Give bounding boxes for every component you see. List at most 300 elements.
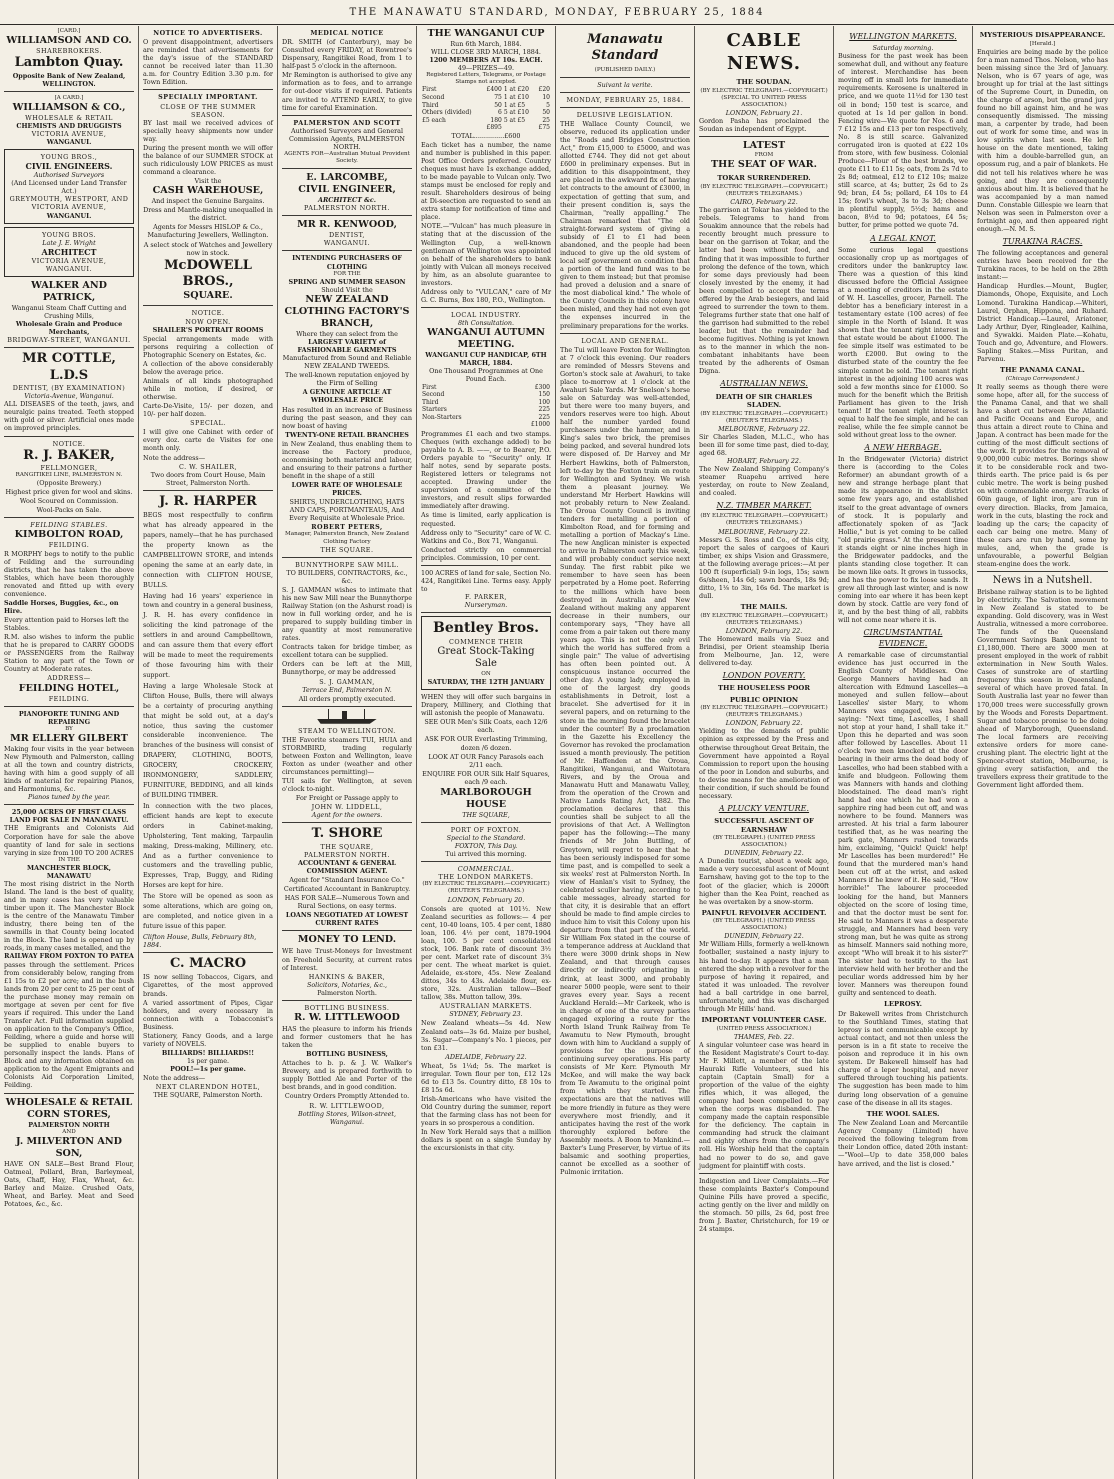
ad-baker-line2: Wool Scoured on Commission.: [19, 497, 119, 506]
notice-heading: NOTICE.: [52, 439, 86, 448]
steamship-funnel: [342, 711, 347, 719]
table-cell: Others (divided): [422, 109, 472, 117]
table-cell: Starters: [422, 406, 447, 414]
table-cell: £5 each: [422, 116, 446, 124]
ad-medical-body: DR. SMITH (of Canterbury), may be Consulted every FRIDAY, at Rowntree's Dispensary, Rangitikei Road, from 1 to half-past 5 o'clock in the afternoon.: [282, 38, 412, 71]
article-panama-body: It really seems as though there were some hope, after all, for the success of the Panama Canal, and that we shall have a short cut between the Atlantic and Pacific Oceans and Europe, and thus attain a direct route to China and Japan. A contract has been made for the cutting of the most difficult sections of the work. It provides for the removal of 9,000,000 cubic metres. Borings show it to be considerable rock and two-thirds earth. The price paid is 6s per cubic metre. The work is being pushed on with commendable energy. Tracks of 60in gauge, of light iron, are run in every direction. Blacks, from Jamaica, work in the cuts, blasting the rock and loading up the cars; the capacity of each car being one metre. Many of these cars are run by hand, some by mules, and, when the grade is unfavourable, a powerful Belgian steam-engine does the work.: [977, 382, 1108, 568]
cable-tokar-head: TOKAR SURRENDERED.: [717, 174, 811, 183]
ad-baker-trade: FELLMONGER,: [40, 463, 98, 472]
ad-clothing-should: Should Visit the: [321, 285, 373, 294]
ad-piano-tail: Pianos tuned by the year.: [28, 793, 110, 802]
ad-macro-pool: POOL!—1s per game.: [170, 1065, 246, 1074]
table-row: [421, 102, 551, 110]
article-turakina-body: The following acceptances and general entries have been received for the Turakina races, to be held on the 28th instant:—: [977, 249, 1108, 282]
ad-specially-select: A select stock of Watches and Jewellery now in stock.: [143, 240, 273, 257]
article-wool-sales-body: The New Zealand Loan and Mercantile Agency Company (Limited) have received the following telegram from their London office, dated 20th instant:—"Wool—Up to date 358,000 bales have arrived, and the list is closed.": [838, 1119, 968, 1168]
divider: [143, 305, 273, 306]
table-row: [421, 384, 551, 392]
ad-bentley-square: THE SQUARE,: [462, 810, 510, 819]
ad-specially-dress: Dress and Mantle-making unequalled in the district.: [143, 206, 273, 223]
article-leprosy-head: LEPROSY.: [884, 1000, 922, 1009]
steamship-mast: [328, 709, 329, 719]
commercial-sub: THE LONDON MARKETS.: [438, 873, 534, 882]
cable-plucky-body: A Dunedin tourist, about a week ago, made a very successful ascent of Mount Earnshaw, having got to the top to the foot of the glacier, which is 2000ft higher than the Kea Point, reached as he was overtaken by a snow-storm.: [699, 857, 829, 906]
table-cell: Third: [422, 398, 439, 406]
divider: [421, 565, 551, 566]
divider: [560, 77, 690, 78]
ad-clothing-lower: LOWER RATE OF WHOLESALE PRICES.: [291, 481, 403, 498]
ad-clothing-branches: TWENTY-ONE RETAIL BRANCHES: [285, 430, 409, 439]
ad-baker-line1: Highest price given for wool and skins.: [5, 488, 133, 497]
ad-land-sale-sig: F. PARKER,: [465, 593, 507, 602]
ad-clothing-firm: NEW ZEALAND CLOTHING FACTORY'S BRANCH,: [284, 293, 410, 329]
cable-poverty-tel: (BY ELECTRIC TELEGRAPH.—COPYRIGHT.) (REUTER'S TELEGRAMS.): [700, 705, 828, 719]
ad-cottle-address: Victoria-Avenue, Wanganui.: [24, 392, 114, 401]
table-cell: 50: [542, 109, 550, 117]
ad-specially-agents: Agents for Messrs HISLOP & Co., Manufacturing Jewellers, Wellington.: [147, 223, 269, 240]
ad-kenwood-town: WANGANUI.: [323, 239, 371, 248]
ad-young-sub: Authorised Surveyors: [33, 171, 105, 180]
table-cell: Non-Starters: [422, 413, 462, 421]
divider: [560, 107, 690, 108]
cable-tokar-body: The garrison at Tokar has yielded to the rebels. Telegrams to hand from Souakim announce that the rebels had recently brought much pressure to bear on the garrison at Tokar, and the latter had been without food, and finding that it was impossible to further prolong the defence of the town, which for some days previously had been closely invested by the enemy, it had been compelled to accept the terms offered by the Arab besiegers, and laid agreed to surrender the town to them. Telegrams further state that one half of the garrison had submitted to the rebel leader, but that the remainder had become fugitives. Nothing is yet known as to the manner in which the non-combatant inhabitants have been treated by the adherents of Osman Digna.: [699, 206, 829, 376]
ad-shailer-notice: NOTICE.: [191, 309, 225, 318]
table-cell: Second: [422, 93, 445, 101]
ad-shore-loans: LOANS NEGOTIATED AT LOWEST CURRENT RATES: [285, 911, 409, 928]
cable-timber-tel: (BY ELECTRIC TELEGRAPH.—COPYRIGHT.) (REUTER'S TELEGRAMS.): [700, 513, 828, 527]
ad-bentley-sale: Great Stock-Taking: [437, 645, 535, 657]
divider: [143, 952, 273, 953]
cable-volunteer-tel: (UNITED PRESS ASSOCIATION.): [716, 1025, 812, 1032]
ad-local-b3: Address only to "Security" care of W. C. Watkins and Co., Box 71, Wanganui.: [421, 528, 551, 545]
ad-macro-hotel: NEXT CLARENDON HOTEL,: [155, 1083, 261, 1092]
ad-clothing-manager: ROBERT PETERS,: [311, 523, 383, 532]
divider: [4, 706, 134, 707]
ad-steam-b3: For Freight or Passage apply to: [295, 794, 399, 803]
ad-macro-name: C. MACRO: [169, 956, 247, 971]
ad-walker-line2: Wholesale Grain and Produce Merchants,: [15, 320, 123, 337]
column-3: [278, 26, 417, 1479]
ad-clothing-items: SHIRTS, UNDERCLOTHING, HATS AND CAPS, PORTMANTEAUS, And Every Requisite at Wholesale Price.: [289, 498, 405, 523]
ad-piano-by: BY: [65, 725, 73, 732]
commercial-adelaide-date: ADELAIDE, February 22.: [445, 1052, 527, 1061]
ad-bentley-commence: COMMENCE THEIR: [449, 637, 523, 646]
port-foxton-ship: Tui arrived this morning.: [445, 850, 527, 859]
ad-macro-per-game: 1s per game.: [186, 1057, 230, 1065]
ad-specially-inspect: And inspect the Genuine Bargains.: [151, 197, 265, 206]
ad-land-rest: passes through the settlement. Prices from considerably below, ranging from £1 15s to £2 per acre; and in the bush lands from 20 per cent to 25 per cent of the purchase money may remain on mortgage at seven per cent for five years if required. This under the Land Transfer Act. Full information supplied on application to the Company's Office, Feilding, where a guide and horse will be supplied to enable buyers to personally inspect the lands. Plans of Block and any information obtained on application to the Agent Emigrants and Colonists Aid Corporation Limited, Feilding.: [4, 960, 134, 1090]
ad-harper-b4: In connection with the two places, efficient hands are kept to execute orders in Cabinet-making, Upholstering, Tent making, Tarpaulin making, Dress-making, Millinery, etc. And as a further convenience to customers and the travelling public, Expresses, Trap, Buggy, and Riding Horses are kept for hire.: [143, 801, 273, 890]
ad-sawmill-to: TO BUILDERS, CONTRACTORS, &c., &c.: [286, 568, 408, 585]
ad-sawmill-b3: Orders can be left at the Mill, Bunnythorpe, or may be addressed: [282, 660, 412, 677]
ad-cup-handicap: WANGANUI CUP HANDICAP, 6TH MARCH, 1884.: [425, 351, 547, 368]
cable-hobart-date: HOBART, February 22.: [726, 457, 801, 466]
ad-land-more: The most rising district in the North Island. The land is the best of quality, and in many cases has very valuable timber upon it. The Manchester Block is the centre of the Manawatu Timber industry, there being ten of the sawmills in that County being located in the Block. The land is opened up by roads, in many cases metalled, and the: [4, 879, 134, 953]
ad-stables-line3: R.M. also wishes to inform the public that he is prepared to CARRY GOODS or PASSENGERS from the Railway Station to any part of the Town or Country at Moderate rates.: [4, 633, 134, 674]
ad-shore-trade: ACCOUNTANT & GENERAL COMMISSION AGENT.: [297, 858, 397, 875]
ad-money-firm: HANKINS & BAKER,: [308, 972, 386, 981]
table-cell: 50: [494, 101, 502, 109]
steamship-hull: [317, 719, 377, 724]
ad-stables-road: KIMBOLTON ROAD,: [14, 529, 124, 541]
ad-architect-sub: Late J. E. Wright: [42, 238, 96, 247]
ad-surveyors-body: Authorised Surveyors and General Commission Agents, PALMERSTON NORTH.: [288, 126, 406, 151]
cable-timber-head: N.Z. TIMBER MARKET.: [716, 501, 812, 511]
ad-bentley-body: WHEN they will offer such bargains in Drapery, Millinery, and Clothing that will astonish the people of Manawatu.: [421, 693, 551, 718]
ad-specially-visit: Visit the: [194, 177, 222, 186]
ad-bentley-name: Bentley Bros.: [433, 620, 539, 637]
table-cell: 75: [494, 93, 502, 101]
ad-clothing-b1: The well-known reputation enjoyed by the Firm of Selling: [284, 371, 410, 388]
ad-clothing-for: FOR THE: [333, 270, 361, 277]
ad-walker-address: BRIDGWAY-STREET, WANGANUI.: [7, 336, 131, 345]
commercial-adelaide: Wheat, 5s 1¼d; 5s. The market is irregular. Town flour per ton, £12 12s 6d to £13 5s. Country ditto, £8 10s to £8 15s 6d.: [421, 1061, 551, 1094]
ad-cup-b1: Each ticket has a number, the name and number is published in this paper. Post Office Orders preferred. Country cheques must have 1s exchange added, to be made payable to Vulcan only. Two stamps must be enclosed for reply and result. Shareholders desirous of being at Di-seection are requested to send an extra stamp for notification of time and place.: [421, 140, 551, 222]
commercial-aus: AUSTRALIAN MARKETS.: [439, 1002, 533, 1011]
ad-kenwood-name: MR R. KENWOOD,: [297, 219, 397, 231]
cable-hobart-body: The New Zealand Shipping Company's steamer Ruapehu arrived here yesterday, on route to New Zealand, and coaled.: [699, 465, 829, 498]
ad-cup-total: TOTAL...............£600: [451, 131, 521, 140]
article-local-head: LOCAL AND GENERAL.: [581, 336, 669, 345]
commercial-date: LONDON, February 20.: [447, 895, 525, 904]
column-6: [695, 26, 834, 1479]
article-panama-head: THE PANAMA CANAL.: [1000, 366, 1085, 374]
cable-revolver-head: PAINFUL REVOLVER ACCIDENT.: [701, 908, 827, 917]
cable-poverty-body: Yielding to the demands of public opinion as expressed by the Press and otherwise throughout Great Britain, the Government have appointed a Royal Commission to report upon the housing of the poor in London and suburbs, and to devise means for the amelioration of their condition, if such should be found necessary.: [699, 727, 829, 800]
ad-young-bros-box: [4, 149, 134, 224]
ad-clothing-variety: LARGEST VARIETY of FASHIONABLE GARMENTS: [297, 338, 397, 355]
ad-shailer-studio: SHAILER'S PORTRAIT ROOMS: [152, 325, 264, 334]
cable-soudan-head: THE SOUDAN.: [736, 78, 792, 87]
ad-larcombe-arch: ARCHITECT &c.: [318, 196, 376, 205]
ad-medical-b2: Mr Remington is authorised to give any information as to fees, and to arrange for out-door visits if required. Patients are invited to ATTEND EARLY, to give time for careful Examination.: [282, 71, 412, 112]
cable-soudan-date: LONDON, February 21.: [725, 109, 803, 118]
cable-timber-date: MELBOURNE, February 22.: [718, 527, 810, 536]
article-evidence-body: A remarkable case of circumstantial evidence has just occurred in the English County of Middlesex. One George Manners having had an altercation with Edmund Lascelles—a moneyed and sullen fellow—about Lascelles' sister Mary, to whom Manners was engaged, was heard saying: "Next time, Lascelles, I shall not stop at your hand, I shall take it." Upon this he departed and was soon after followed by Lascelles. About 11 o'clock two men knocked at the door bearing in their arms the dead body of Lascelles, who had been stabbed with a knife and bludgeon. Following them was Manners with hands and clothing bloodstained. The dead man's right hand had one which he had won a sapphire ring had been cut off, and was nowhere to be found. Manners was arrested. At his trial a farm labourer testified that, as he was nearing the park gate, Manners rushed towards him, exclaiming, "Quick! Quick! help! Mr Lascelles has been murdered!" He found that the murdered man's hand been cut off at the wrist, and asked Manners if he knew of it. He said, "How horrible!" The labourer proceeded looking for the hand, but Manners objected on the score of losing time, and that the doctor must be sent for. He said to Manners it was a desperate struggle, and Manners had been very strong man, but he was quite as strong as himself. Manners said nothing more, except "Who will break it to his sister?" The sister had to testify to the last interview held with her brother and the peculiar words addressed him by her lover. Manners was thereupon found guilty and sentenced to death.: [838, 650, 968, 998]
ad-land-head: 25,000 ACRES OF FIRST CLASS LAND FOR SALE IN MANAWATU.: [9, 808, 129, 825]
ad-specially-head: SPECIALLY IMPORTANT.: [158, 93, 258, 102]
ad-bottling-body: HAS the pleasure to inform his friends and former customers that he has taken the: [282, 1024, 412, 1050]
ad-surveyors-name: PALMERSTON AND SCOTT: [293, 118, 401, 127]
divider: [282, 115, 412, 116]
ad-shore-has: HAS FOR SALE—Numerous Town and Rural Sections, on easy terms.: [284, 894, 410, 911]
ad-corn-place: PALMERSTON NORTH: [28, 1120, 110, 1129]
ad-macro-b3: Stationery, Fancy Goods, and a large variety of NOVELS.: [143, 1031, 273, 1048]
ad-larcombe-town: PALMERSTON NORTH.: [304, 204, 390, 213]
ad-piano-body: Making four visits in the year between New Plymouth and Palmerston, calling at all the town and country districts, having with him a good supply of all kinds of material for repairing Pianos, and Harmoniums, &c.: [4, 744, 134, 794]
ad-specially-body: BY last mail we received advices of specially heavy shipments now under way.: [143, 118, 273, 143]
commercial-b2: Irish-Americans who have visited the Old Country during the summer, report that the farming class has not been for years in so prosperous a condition.: [421, 1095, 551, 1128]
port-foxton-head: PORT OF FOXTON.: [450, 826, 522, 835]
column-5: [556, 26, 695, 1479]
cable-soudan-tel: (BY ELECTRIC TELEGRAPH.—COPYRIGHT.) (SPECIAL TO UNITED PRESS ASSOCIATION.): [700, 87, 828, 108]
divider: [699, 136, 829, 137]
divider: [4, 517, 134, 518]
ad-shailer-special: SPECIAL.: [190, 419, 226, 428]
article-nutshell-body: Brisbane railway station is to be lighted by electricity. The Salvation movement in New Zealand is stated to be expanding. Gold discovery, was in West Australia, witnessed a more corroboree. The funds of the Queensland Government Savings Bank amount to £1,180,000. There are 3000 men at present employed in the work of rabbit extermination in New South Wales. Cases of sunstroke are of startling frequency this season in Queensland, several of which have proved fatal. In South Australia last year no fewer than 170,000 trees were successfully grown by the Woods and Forests Department. Sugar and tobacco promise to be doing ahead of Maryborough, Queensland. The local farmers are receiving extensive orders for more cane-crushing plant. The electric light at the Spencer-street station, Melbourne, is giving every satisfaction, and the travellers express their gratitude to the Government light afforded them.: [977, 587, 1108, 790]
article-nutshell-head: News in a Nutshell.: [992, 575, 1093, 587]
notice-advertisers-head: NOTICE TO ADVERTISERS.: [153, 29, 263, 37]
article-wellington-markets-body: Business for the past week has been somewhat dull, and without any feature of interest. Merchandise has been moving off in small lots for immediate requirements. Kerosene is unaltered in price, and we quote 11½d for 130 test oil in bond; 150 test is scarce, and quoted at 1s 1d per gallon in bond. Fencing wire—We quote for Nos. 6 and 7 £12 15s and £13 per ton respectively, No. 8 is still scarce. Galvanized corrugated iron is quoted at £22 10s from store, with few business. Colonial Produce—Flour of the best brands, we quote £11 to £11 5s; oats, from 2s 7d to 2s 8d; oatmeal, £12 to £12 10s; maize still scarce, at 4s; butter, 2s 6d to 2s 9d; bran, £4 5s; pollard, £4 10s to £4 15s; fowl's wheat, 3s to 3s 3d; cheese in plentiful supply, 5½d; hams and bacon, 8½d to 9d; potatoes, £4 5s; butter, for prime potted we quote 7d.: [838, 52, 968, 230]
divider: [282, 706, 412, 707]
ad-chemist-trade: WHOLESALE & RETAIL: [25, 113, 113, 122]
column-2: [139, 26, 278, 1479]
divider: [4, 91, 134, 92]
ad-clothing-head: INTENDING PURCHASERS OF CLOTHING: [292, 254, 402, 271]
cable-plucky-sub: SUCCESSFUL ASCENT OF EARNSHAW: [714, 817, 814, 834]
ad-cottle-name: MR COTTLE, L.D.S: [22, 351, 116, 383]
cable-advert: Indigestion and Liver Complaints.—For these complaints Baxter's Compound Quinine Pills have proved a specific, acting gently on the liver and mildly on the stomach. 50 pills, 2s 6d, post free from J. Baxter, Christchurch, for 19 or 24 stamps.: [699, 1176, 829, 1234]
ad-sawmill-b2: Contracts taken for bridge timber, as excellent totara can be supplied.: [282, 643, 412, 660]
ad-corn-body: HAVE ON SALE—Best Brand Flour, Oatmeal, Pollard, Bran, Barleymeal, Oats, Chaff, Hay, Flax, Wheat, &c. Barley and Maize. Crushed Oats, Wheat, and Barley. Meat and Seed Potatoes, &c., &c.: [4, 1159, 134, 1209]
commercial-b3: In New York Herald says that a million dollars is spent on a single Sunday by the excursionists in that city.: [421, 1128, 551, 1153]
ad-sawmill-head: BUNNYTHORPE SAW MILL.: [295, 560, 399, 569]
ad-macro-b2: A varied assortment of Pipes, Cigar holders, and every necessary in connection with a Tobacconist's Business.: [143, 998, 273, 1031]
ad-bottling-sig: R. W. LITTLEWOOD,: [309, 1101, 385, 1110]
cable-mails-head: THE MAILS.: [740, 603, 788, 612]
column-1: [0, 26, 139, 1479]
table-cell: 6: [498, 109, 502, 117]
ad-land-in: IN THE: [58, 856, 80, 863]
table-cell: 1 at £5: [503, 101, 526, 109]
ad-baker-line3: Wool-Packs on Sale.: [36, 506, 102, 515]
ad-cup-sub3: 1200 MEMBERS AT 10s. EACH.: [429, 56, 543, 65]
ad-harper-b2: Having had 16 years' experience in town and country in a general business, J. R. H. has every confidence in soliciting the kind patronage of the settlers in and around Campbelltown, and can assure them that every effort will be made to meet the requirements of those favouring him with their support.: [143, 591, 273, 679]
ad-young-address: GREYMOUTH, WESTPORT, AND VICTORIA AVENUE,: [9, 195, 129, 212]
ad-steam-b2: TUI sails for Wellington, at seven o'clock to-night.: [282, 777, 412, 794]
ad-williamson-name: WILLIAMSON AND CO.: [6, 35, 132, 47]
ad-bentley-s2: ASK FOR OUR Everlasting Trimming, dozen /6 dozen.: [424, 735, 548, 752]
ad-steam-head: STEAM TO WELLINGTON.: [298, 726, 396, 735]
table-row: [421, 399, 551, 407]
table-row: [421, 86, 551, 94]
cable-timber-body: Messrs G. S. Ross and Co., of this city, report the sales of cargoes of Kauri timber, ex ships Vision and Grassmere, at the following average prices:—At per 100 ft (superficial) 9-in logs, 15s; sawn 6s/sheen, 14s 6d; sawn boards, 18s 9d; ditto, 1⅛ to 3in, 16s 6d. The market is dull.: [699, 535, 829, 600]
table-cell: £75: [538, 124, 550, 132]
cable-australian-news-head: AUSTRALIAN NEWS.: [720, 379, 808, 389]
newspaper-date: MONDAY, FEBRUARY 25, 1884.: [566, 95, 684, 104]
cable-mails-date: LONDON, February 22.: [725, 626, 803, 635]
table-row: [421, 94, 551, 102]
ad-steam-agent: Agent for the owners.: [311, 811, 383, 820]
ad-money-body: WE have Trust-Moneys for Investment on Freehold Security, at current rates of Interest.: [282, 947, 412, 972]
article-disappearance-source: [Herald.]: [1029, 40, 1056, 47]
ad-piano-head: PIANOFORTE TUNING AND REPAIRING: [18, 709, 120, 726]
table-row: [421, 406, 551, 414]
ad-cottle-body: ALL DISEASES of the teeth, jaws, and neuralgic pains treated. Teeth stopped with gold or silver. Artificial ones made on improved principles.: [4, 400, 134, 433]
table-cell: Second: [422, 391, 445, 399]
notice-advertisers-body: O prevent disappointment, advertisers are reminded that advertisements for the day's issue of the STANDARD cannot be received later than 11.30 a.m. for Country Edition 3.30 p.m. for Town Edition.: [143, 38, 273, 87]
ad-shore-town: PALMERSTON NORTH.: [304, 850, 390, 859]
ad-card-label: [A CARD.]: [54, 94, 84, 101]
ad-bentley-date: SATURDAY, THE 12TH JANUARY: [427, 678, 545, 687]
divider: [4, 347, 134, 348]
table-row: [421, 414, 551, 422]
ad-sawmill-all: All orders promptly executed.: [298, 694, 396, 703]
ad-cup-b2: NOTE.—"Vulcan" has much pleasure in stating that at the discussion of the Wellington Cup, a well-known gentleman of Wellington was appointed on behalf of the shareholders to bank jointly with Vulcan all moneys received by him, as an absolute guarantee to investors.: [421, 222, 551, 287]
ad-land-sale-nursery: Nurseryman.: [464, 601, 508, 610]
ad-chemist-town: WANGANUI.: [46, 138, 92, 146]
newspaper-nameplate: Manawatu Standard: [587, 32, 663, 64]
ad-bentley-sale2: Sale: [475, 658, 497, 670]
ad-specially-body2: During the present month we will offer the balance of our SUMMER STOCK at such ridiculously LOW PRICES as must command a clearance.: [143, 143, 273, 176]
ad-stables-head: FEILDING STABLES.: [30, 521, 108, 530]
divider: [282, 557, 412, 558]
ad-shailer-open: NOW OPEN.: [185, 317, 231, 326]
ad-money-sol: Solicitors, Notaries, &c.,: [306, 980, 388, 989]
article-new-herbage-body: In the Bridgewater (Victoria) district there is (according to the Coles Reformer) an abundant growth of a new and strange herbage plant that made its appearance in the district some few years ago, and established itself to the great advantage of owners of stock. It is popularly and affectionately spoken of as "Jack Hollie," but is yet coming to be called "old prairie grass." At the present time it stands eight or nine inches high in the Bridgewater paddocks, and the plants standing close together. It can be mown like oats. It grows in tussocks, and has the power to fix loose sands. It grew all through last winter, and is now coming into ear where it has been kept down by stock. Cattle are very fond of it, and by the best thing of all, rabbits will not come near where it is.: [838, 455, 968, 625]
divider: [421, 307, 551, 308]
divider: [4, 804, 134, 805]
ad-macro-address: THE SQUARE, Palmerston North.: [153, 1091, 263, 1100]
table-cell: 225: [538, 406, 550, 414]
table-cell: £300: [534, 383, 550, 391]
table-cell: 180: [490, 116, 502, 124]
cable-plucky-tel: (BY TELEGRAPH.) (UNITED PRESS ASSOCIATION.): [712, 835, 816, 849]
ad-harper-name: J. R. HARPER: [159, 493, 257, 509]
ad-specially-warehouse: CASH WAREHOUSE,: [152, 185, 264, 197]
ad-card-label: [CARD.]: [57, 28, 81, 34]
ad-money-head: MONEY TO LEND.: [297, 934, 397, 946]
newspaper-published: (PUBLISHED DAILY.): [594, 66, 656, 73]
ad-harper-b5: The Store will be opened as soon as some alterations, which are going on, are completed, and notice given in a future issue of this paper.: [143, 892, 273, 930]
ad-programmes: One Thousand Programmes at One Pound Each.: [429, 367, 543, 384]
cable-sladen-head: DEATH OF SIR CHARLES SLADEN.: [715, 392, 813, 410]
ad-williamson-address: Opposite Bank of New Zealand, WELLINGTON.: [12, 71, 126, 88]
column-4: [417, 26, 556, 1479]
ad-land-sale-body: 100 ACRES of land for sale, Section No. 424, Rangitikei Line. Terms easy. Apply to: [421, 568, 551, 593]
table-row: [421, 421, 551, 429]
ad-local-industry-head: LOCAL INDUSTRY.: [450, 311, 522, 320]
ad-shailer-b3: Animals of all kinds photographed while in motion, if desired, or otherwise.: [143, 376, 273, 402]
table-row: [421, 391, 551, 399]
ad-medical-head: MEDICAL NOTICE: [310, 29, 384, 37]
ad-autumn-meeting: WANGANUI AUTUMN MEETING.: [427, 327, 545, 351]
ad-shore-square: THE SQUARE,: [320, 842, 374, 851]
ad-stables-line2: Every attention paid to Horses left the Stables.: [4, 616, 129, 633]
ad-local-b2: As time is limited, early application is requested.: [421, 511, 551, 528]
cable-mails-tel: (BY ELECTRIC TELEGRAPH.—COPYRIGHT.) (REUTER'S TELEGRAMS.): [700, 612, 828, 626]
ad-stables-hotel: FEILDING HOTEL,: [18, 682, 120, 694]
table-cell: £20: [538, 86, 550, 94]
ad-bentley-s3: LOOK AT OUR Fancy Parasols each 2/11 each.: [428, 752, 544, 769]
cable-plucky-head: A PLUCKY VENTURE.: [718, 803, 810, 813]
ad-cup-head: THE WANGANUI CUP: [427, 28, 545, 39]
article-wellington-markets-head: WELLINGTON MARKETS.: [849, 32, 957, 41]
table-cell: 150: [538, 391, 550, 399]
ad-larcombe-name: E. LARCOMBE,: [306, 171, 388, 183]
table-cell: £895: [486, 124, 502, 132]
cable-tokar-tel: (BY ELECTRIC TELEGRAPH.—COPYRIGHT.) (REUTER'S TELEGRAMS.): [700, 184, 828, 198]
page-masthead: THE MANAWATU STANDARD, MONDAY, FEBRUARY 25, 1884: [0, 0, 1114, 25]
cable-volunteer-date: THAMES, Feb. 22.: [733, 1032, 795, 1041]
article-turakina-entries: Handicap Hurdles.—Mount, Bugler, Diamonds, Ohope, Exquisite, and Loch Lomond. Turakina Handicap.—Whiteri, Laurel, Orphan, Hippona, and Ruhard. District Handicap.—Laurel, Ariatoner, Lady Arthur, Dyer, Ringleader, Kaihina, and Sywakki. Maiden Plate.—Kohatu, Touch and go, Adventure, and Flowers. Sapling Stakes.—Miss Puritan, and Parvenu.: [977, 282, 1108, 363]
ad-land-body: THE Emigrants and Colonists Aid Corporation have for sale the above quantity of land for sale in sections varying in size from 100 TO 200 ACRES: [4, 824, 134, 857]
article-disappearance-head: MYSTERIOUS DISAPPEARANCE.: [979, 31, 1106, 39]
table-cell: 5: [546, 101, 550, 109]
cable-seat-of-war: THE SEAT OF WAR.: [711, 159, 817, 171]
commercial-sydney-date: SYDNEY, February 23.: [449, 1010, 523, 1019]
ad-young-name: YOUNG BROS.,: [40, 153, 98, 162]
ad-handicap-prize-table: [421, 384, 551, 429]
commercial-body: Consols are quoted at 101½. New Zealand securities as follows:— 4 per cent, 10-40 loans, 105. 4 per cent, 1880 loan, 106. 4½ per cent, 1879-1904 loan, 100. 5 per cent consolidated stock, 106. Bank rate of discount 3½ per cent. Market rate of discount 3¼ per cent. The wheat market is quiet. Adelaide, ex-store, 45s. New Zealand dittos, 34s to 43s. Adelaide flour, ex-store, 32s. Australian tallow—Beef tallow, 38s. Mutton tallow, 39s.: [421, 904, 551, 1002]
port-foxton-special: Special to the Standard.: [446, 834, 526, 843]
newspaper-motto: Suivant la verite.: [597, 80, 653, 89]
cable-latest: LATEST: [742, 140, 786, 152]
cable-poverty-date: LONDON, February 22.: [725, 719, 803, 728]
ad-sawmill-sig: S. J. GAMMAN,: [319, 677, 375, 686]
divider: [4, 436, 134, 437]
cable-poverty-sub: THE HOUSELESS POOR: [718, 684, 810, 693]
table-row: [421, 124, 551, 132]
ad-bottling-address: Bottling Stores, Wilson-street, Wanganui.: [298, 1109, 396, 1126]
divider: [282, 168, 412, 169]
ad-bottling-business: BOTTLING BUSINESS,: [306, 1050, 388, 1059]
cable-revolver-date: DUNEDIN, February 22.: [724, 932, 804, 941]
ad-local-industry-sub: 8th Consultation.: [457, 319, 515, 328]
ad-shore-cert: Certificated Accountant in Bankruptcy.: [283, 885, 411, 894]
ad-architect-trade: ARCHITECT: [41, 246, 97, 257]
article-legal-knot-body: Some curious legal questions occasionally crop up as mortgages of creditors under the bankruptcy law. There was a question of this kind discussed before the Official Assignee at a meeting of creditors in the estate of W. H. Lascelles, grocer, Parnell. The debtor has a beneficiary interest in a testamentary estate (100 acres) of fee simple in the North of Island. It was shown that the tenant right interest in that estate would be about £1000. The fee simple itself was estimated to be worth £2000. But owing to the disturbed state of the country the fee simple cannot be sold. The tenant right interest in the adjoining 100 acres was sold a few months since for £1000. So much for the benefit which the British Parliament has given to the Irish tenant! If the tenant right interest is equal to half the fee simple, and he can realise, while the fee simple cannot be sold without great loss to the owner.: [838, 245, 968, 440]
ad-bentley-house: MARLBOROUGH HOUSE: [440, 786, 532, 810]
ad-land-rail: RAILWAY FROM FOXTON TO PATEA: [4, 952, 134, 961]
ad-sawmill-address: Terrace End, Palmerston N.: [302, 685, 392, 694]
ad-bentley-on: ON: [481, 671, 491, 678]
ad-stables-body: R MORPHY begs to notify to the public of Feilding and the surrounding districts, that he has taken the above Stables, which have been thoroughly renovated and fitted up with every convenience.: [4, 549, 134, 598]
ad-sawmill-body: S. J. GAMMAN wishes to intimate that his new Saw Mill near the Bunnythorpe Railway Station (on the Ashurst road) is now in full working order, and he is prepared to supply building timber in any quantity at most remunerative rates.: [282, 585, 412, 643]
cable-sladen-body: Sir Charles Sladen, M.L.C., who has been ill for some time past, died to-day, aged 68.: [699, 432, 829, 457]
divider: [143, 89, 273, 90]
ad-cup-sub5: Registered Letters, Telegrams, or Postage Stamps not accepted.: [426, 72, 546, 86]
article-legislation-head: DELUSIVE LEGISLATION.: [576, 110, 674, 119]
divider: [282, 215, 412, 216]
ad-local-b4: Conducted strictly on commercial principles. Commission, 10 per cent.: [421, 545, 551, 562]
column-8: [973, 26, 1112, 1479]
divider: [421, 612, 551, 613]
ad-steam-sig: JOHN W. LIDDELL,: [311, 803, 383, 812]
cable-from: FROM: [754, 152, 774, 159]
ad-young-lic: (And Licensed under Land Transfer Act.): [11, 179, 127, 196]
divider: [560, 92, 690, 93]
cable-plucky-date: DUNEDIN, February 22.: [724, 849, 804, 858]
table-cell: First: [422, 86, 437, 94]
table-cell: 5 at £5: [503, 116, 526, 124]
cable-sladen-date: MELBOURNE, February 22.: [718, 424, 810, 433]
ad-baker-name: R. J. BAKER,: [23, 447, 115, 463]
table-cell: [421, 421, 507, 429]
ad-harper-date: Clifton House, Bulls, February 8th, 1884.: [143, 932, 257, 949]
divider: [282, 250, 412, 251]
ad-clothing-b2: Has resulted in an increase of Business during the past season, and they can now boast of having: [282, 405, 412, 430]
ad-cup-b3: Address only to "VULCAN," care of Mr G. C. Burns, Box 180, P.O., Wellington.: [421, 287, 551, 304]
ad-williamson-trade: SHAREBROKERS.: [36, 47, 102, 56]
ad-walker-line1: Wanganui Steam Chaff Cutting and Crushing Mills,: [11, 304, 127, 321]
ad-shailer-address: Two doors from Court House, Main Street, Palmerston North.: [150, 470, 266, 487]
article-legislation-body: THE Wallace County Council, we observe, reduced its application under the "Roads and Bridges Construction Act," from £15,000 to £5000, and was allotted £744. They did not get about £600 in preliminary expenses. But in addition to this disappointment, they are placed in the awkward fix of having let contracts to the amount of £3000, in expectation of getting that sum, and their present condition is, says the Chairman, "really appalling." The Chairman remarked that "The old straight-forward system of giving a subsidy of £1 to £1 had been abandoned, and the people had been induced to give up the old system of local self government on condition that a portion of the land fund was to be given to them instead; but that promise had proved a delusion and a snare of the most diabolical kind." The whole of the County Councils in this colony have been misled, and they had not even got the expenses incurred in the preliminary preparations for the works.: [560, 119, 690, 330]
ad-chemist-name: WILLIAMSON & CO.,: [12, 101, 126, 113]
ad-kenwood-trade: DENTIST,: [329, 231, 365, 240]
ad-bottling-head: BOTTLING BUSINESS.: [304, 1003, 390, 1012]
ad-harper-b3: Having a large Wholesale Stock at Clifton House, Bulls, there will always be a certainty of procuring anything that might be sold out, at a day's notice, thus saving the customer considerable inconvenience. The branches of the business will consist of DRAPERY, CLOTHING, BOOTS, GROCERY, CROCKERY, IRONMONGERY, SADDLERY, FURNITURE, BEDDING, and all kinds of BUILDING TIMBER.: [143, 681, 273, 799]
divider: [560, 333, 690, 334]
cable-mails-body: The Homeward mails via Suez and Brindisi, per Orient steamship Iberia from Melbourne, Jan. 12, were delivered to-day.: [699, 634, 829, 667]
ad-clothing-square: THE SQUARE.: [320, 545, 374, 554]
ad-clothing-b3: in New Zealand, thus enabling them to increase the Factory produce, economising both material and labour, and ensuring to their patrons a further benefit in the shape of a still: [282, 439, 412, 481]
ad-bottling-name: R. W. LITTLEWOOD: [294, 1011, 400, 1023]
ad-shailer-note: Note the address—: [143, 453, 206, 462]
ad-mcdowell-square: SQUARE.: [183, 290, 233, 302]
ad-cup-sub4: 49—PRIZES—49.: [457, 64, 515, 73]
ad-architect-box: [4, 227, 134, 277]
